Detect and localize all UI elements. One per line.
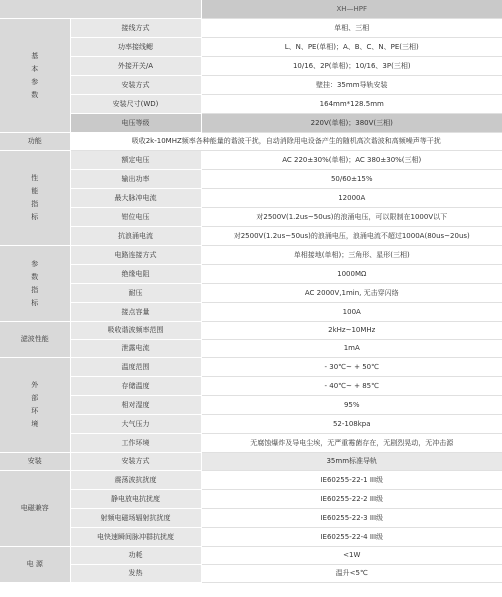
row-value: 单相、三相 (201, 19, 502, 38)
row-name: 额定电压 (70, 151, 201, 170)
group-emc-label: 电磁兼容 (0, 471, 70, 547)
row-value: AC 2000V,1min, 无击穿闪络 (201, 284, 502, 303)
row-value: - 40℃~ + 85℃ (201, 377, 502, 396)
row-value: AC 220±30%(单相)；AC 380±30%(三相) (201, 151, 502, 170)
row-name: 功耗 (70, 547, 201, 565)
table-row (0, 453, 502, 471)
row-value: IE60255-22-3 III级 (201, 509, 502, 528)
group-performance-label (0, 151, 70, 246)
row-value: 100A (201, 303, 502, 322)
row-name: 相对湿度 (70, 396, 201, 415)
row-name: 抗浪涌电流 (70, 227, 201, 246)
row-value: 12000A (201, 189, 502, 208)
table-row (0, 114, 502, 133)
row-value: 164mm*128.5mm (201, 95, 502, 114)
row-name: 震荡波抗扰度 (70, 471, 201, 490)
table-row (0, 38, 502, 57)
row-name: 吸收谐波频率范围 (70, 322, 201, 340)
row-value: 52-108kpa (201, 415, 502, 434)
row-name: 发热 (70, 565, 201, 583)
table-row (0, 358, 502, 377)
group-environment-label (0, 358, 70, 453)
row-name: 工作环境 (70, 434, 201, 453)
table-row (0, 322, 502, 340)
table-row (0, 76, 502, 95)
row-name: 接线方式 (70, 19, 201, 38)
row-value: 对2500V(1.2us~50us)的浪涌电压，可以限制在1000V以下 (201, 208, 502, 227)
table-row (0, 490, 502, 509)
table-row (0, 246, 502, 265)
row-name: 功率接线鳃 (70, 38, 201, 57)
table-row (0, 303, 502, 322)
category-char: 外 (31, 381, 39, 389)
category-char: 数 (31, 272, 39, 281)
row-value: 无腐蚀爆炸及导电尘埃，无严重霉菌存在，无剧烈晃动，无冲击源 (201, 434, 502, 453)
group-filter-label: 滤波性能 (0, 322, 70, 358)
group-params-label (0, 246, 70, 322)
row-name: 安装方式 (70, 76, 201, 95)
row-value: 10/16、2P(单相)；10/16、3P(三相) (201, 57, 502, 76)
row-name: 输出功率 (70, 170, 201, 189)
category-char: 标 (31, 213, 39, 221)
row-name: 最大脉冲电流 (70, 189, 201, 208)
function-description: 吸收2k-10MHZ频率各种能量的谐波干扰，自动消除用电设备产生的随机高次谐波和高频噪声等干扰 (70, 133, 502, 151)
row-name: 电快速瞬间脉冲群抗扰度 (70, 528, 201, 547)
table-row (0, 509, 502, 528)
group-function-label: 功能 (0, 133, 70, 151)
row-value: 单相接地(单相)；三角形、星形(三相) (201, 246, 502, 265)
row-name: 电路连接方式 (70, 246, 201, 265)
header-name-cell (70, 0, 201, 19)
table-row (0, 340, 502, 358)
header-category-cell (0, 0, 70, 19)
row-value: IE60255-22-4 III级 (201, 528, 502, 547)
category-char: 标 (31, 298, 39, 307)
table-row (0, 189, 502, 208)
category-char: 指 (31, 285, 39, 294)
row-value: 50/60±15% (201, 170, 502, 189)
row-name: 电压等级 (70, 114, 201, 133)
table-row (0, 415, 502, 434)
row-value: IE60255-22-1 III级 (201, 471, 502, 490)
category-char: 能 (31, 187, 39, 195)
category-char: 数 (31, 90, 39, 99)
category-char: 环 (31, 407, 39, 415)
row-value: 2kHz~10MHz (201, 322, 502, 340)
header-model: XH—HPF (201, 0, 502, 19)
category-char: 性 (31, 174, 39, 182)
row-value: 壁挂：35mm导轨安装 (201, 76, 502, 95)
row-value: 1mA (201, 340, 502, 358)
category-char: 部 (31, 394, 39, 402)
row-value: - 30℃~ + 50℃ (201, 358, 502, 377)
table-row (0, 19, 502, 38)
category-char: 参 (31, 77, 39, 86)
row-name: 大气压力 (70, 415, 201, 434)
row-value: 温升<5℃ (201, 565, 502, 583)
table-row (0, 471, 502, 490)
category-char: 参 (31, 259, 39, 268)
row-name: 接点容量 (70, 303, 201, 322)
row-value: 220V(单相)；380V(三相) (201, 114, 502, 133)
row-name: 静电放电抗扰度 (70, 490, 201, 509)
category-char: 基 (31, 51, 39, 60)
table-row (0, 547, 502, 565)
table-row (0, 434, 502, 453)
table-row (0, 265, 502, 284)
category-char: 本 (31, 64, 39, 73)
row-value: IE60255-22-2 III级 (201, 490, 502, 509)
row-name: 绝缘电阻 (70, 265, 201, 284)
row-name: 泄露电流 (70, 340, 201, 358)
row-value: 35mm标准导轨 (201, 453, 502, 471)
row-value: L、N、PE(单相)；A、B、C、N、PE(三相) (201, 38, 502, 57)
table-row (0, 151, 502, 170)
row-name: 温度范围 (70, 358, 201, 377)
table-header-row (0, 0, 502, 19)
row-name: 存储温度 (70, 377, 201, 396)
row-name: 钳位电压 (70, 208, 201, 227)
row-name: 安装方式 (70, 453, 201, 471)
table-row (0, 396, 502, 415)
row-value: 95% (201, 396, 502, 415)
row-value: <1W (201, 547, 502, 565)
row-value: 1000MΩ (201, 265, 502, 284)
table-row (0, 565, 502, 583)
table-row (0, 170, 502, 189)
row-name: 耐压 (70, 284, 201, 303)
category-char: 指 (31, 200, 39, 208)
table-row (0, 528, 502, 547)
row-name: 外接开关/A (70, 57, 201, 76)
table-row (0, 284, 502, 303)
table-row (0, 227, 502, 246)
group-basic-label (0, 19, 70, 133)
row-value: 对2500V(1.2us~50us)的浪涌电压，浪涌电流不超过1000A(80us~20us) (201, 227, 502, 246)
table-row (0, 57, 502, 76)
row-name: 射频电磁场辐射抗扰度 (70, 509, 201, 528)
table-row (0, 377, 502, 396)
group-power-label: 电 源 (0, 547, 70, 583)
table-row (0, 95, 502, 114)
row-name: 安装尺寸(WD) (70, 95, 201, 114)
table-row (0, 133, 502, 151)
table-row (0, 208, 502, 227)
group-install-label: 安装 (0, 453, 70, 471)
category-char: 境 (31, 420, 39, 428)
